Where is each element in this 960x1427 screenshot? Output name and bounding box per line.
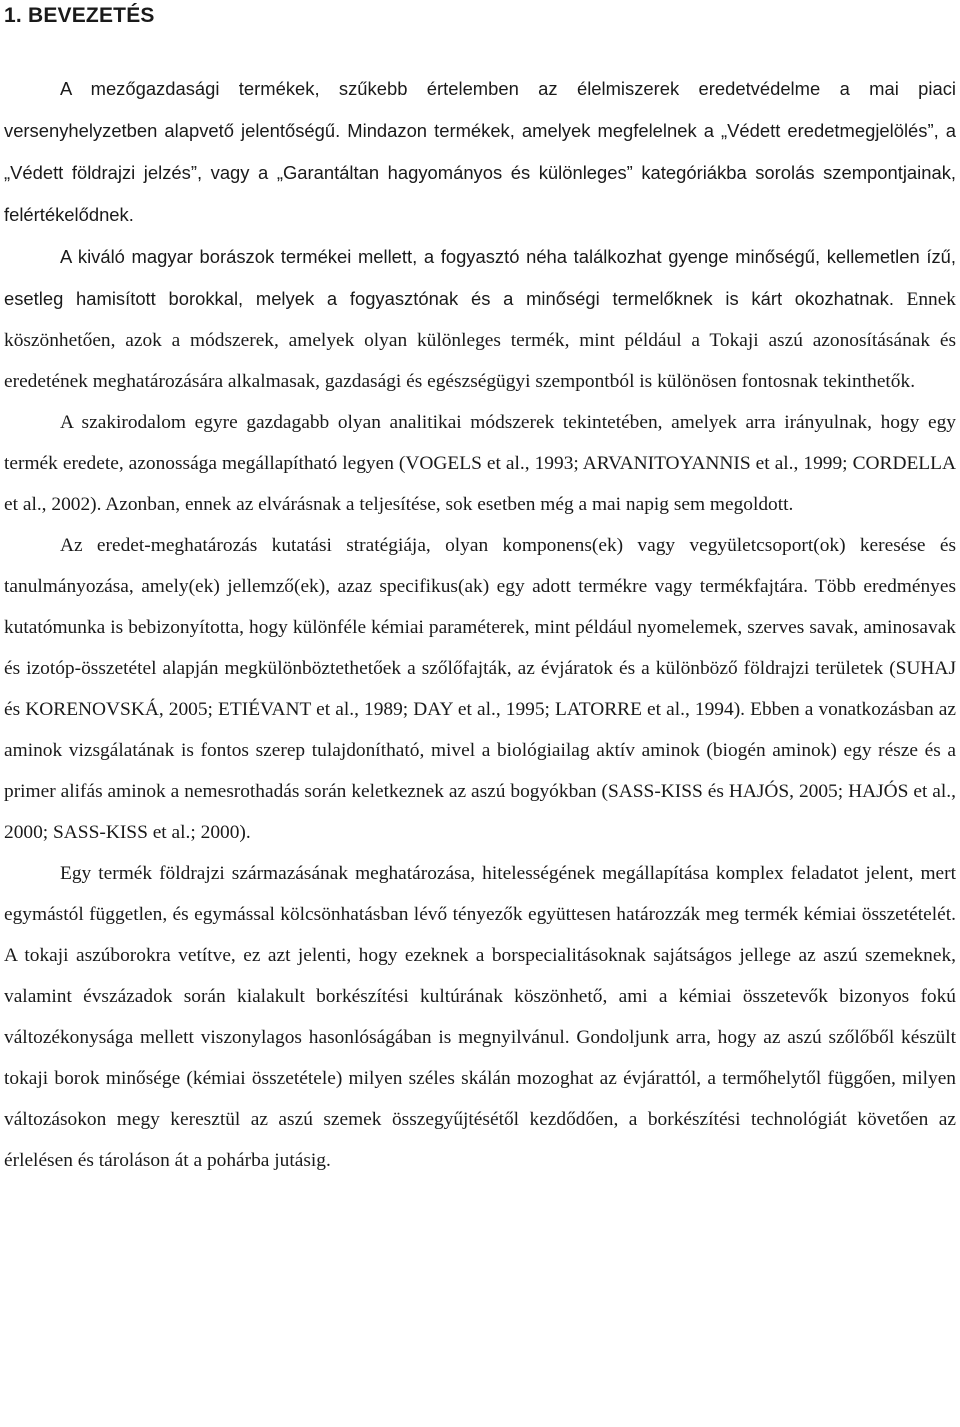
sentence-1: Egy termék földrajzi származásának meghatározása, hitelességének megállapítása komplex feladatot jelent, mert egymástól független, és egymással kölcsönhatásban lévő tényezők együttesen határozzák meg termék kémiai összetételét. <box>4 863 956 925</box>
paragraph-research-strategy <box>4 525 956 853</box>
sentence-1: Az eredet-meghatározás kutatási stratégiája, olyan komponens(ek) vagy vegyületcsoport(ok) keresése és tanulmányozása, amely(ek) jellemző(ek), azaz specifikus(ak) egy adott termékre vagy termékfajtára. <box>4 535 956 597</box>
sentence-3: Ebben a vonatkozásban az aminok vizsgálatának is fontos szerep tulajdonítható, mivel a biológiailag aktív aminok (biogén aminok) egy része és a primer alifás aminok a nemesrothadás során keletkeznek az aszú bogyókban (SASS-KISS és HAJÓS, 2005; HAJÓS et al., 2000; SASS-KISS et al.; 2000). <box>4 699 956 843</box>
sentence-3: Gondoljunk arra, hogy az aszú szőlőből készült tokaji borok minősége (kémiai összetétele) milyen széles skálán mozoghat az évjárattól, a termőhelytől függően, milyen változásokon megy keresztül az aszú szemek összegyűjtésétől kezdődően, a borkészítési technológiát követően az érlelésen és tároláson át a pohárba jutásig. <box>4 1027 956 1171</box>
paragraph-geographic-origin <box>4 853 956 1181</box>
sentence-1: A kiváló magyar borászok termékei mellett, a fogyasztó néha találkozhat gyenge minőségű, kellemetlen ízű, esetleg hamisított borokkal, melyek a fogyasztónak és a minőségi termelőknek is kárt okozhatnak. <box>4 246 956 309</box>
sentence-2: A tokaji aszúborokra vetítve, ez azt jelenti, hogy ezeknek a borspecialitásoknak sajátságos jellege az aszú szemeknek, valamint évszázadok során kialakult borkészítési kultúrának köszönhető, ami a kémiai összetevők bizonyos fokú változékonysága mellett viszonylagos hasonlóságában is megnyilvánul. <box>4 945 956 1048</box>
sentence-1: A szakirodalom egyre gazdagabb olyan analitikai módszerek tekintetében, amelyek arra irányulnak, hogy egy termék eredete, azonossága megállapítható legyen (VOGELS et al., 1993; ARVANITOYANNIS et al., 1999; CORDELLA et al., 2002). <box>4 412 956 515</box>
paragraph-literature <box>4 402 956 525</box>
sentence-2: Mindazon termékek, amelyek megfelelnek a „Védett eredetmegjelölés”, a „Védett földrajzi jelzés”, vagy a „Garantáltan hagyományos és különleges” kategóriákba sorolás szempontjainak, felértékelődnek. <box>4 120 956 225</box>
sentence-2: Azonban, ennek az elvárásnak a teljesítése, sok esetben még a mai napig sem megoldott. <box>101 494 794 515</box>
sentence-2: Több eredményes kutatómunka is bebizonyította, hogy különféle kémiai paraméterek, mint például nyomelemek, szerves savak, aminosavak és izotóp-összetétel alapján megkülönböztethetőek a szőlőfajták, az évjáratok és a különböző földrajzi területek (SUHAJ és KORENOVSKÁ, 2005; ETIÉVANT et al., 1989; DAY et al., 1995; LATORRE et al., 1994). <box>4 576 957 720</box>
sentence-1: A mezőgazdasági termékek, szűkebb értelemben az élelmiszerek eredetvédelme a mai piaci versenyhelyzetben alapvető jelentőségű. <box>4 78 956 141</box>
body-text <box>4 68 956 1181</box>
document-page <box>0 2 960 1427</box>
section-heading: 1. BEVEZETÉS <box>4 4 155 27</box>
sentence-2: Ennek köszönhetően, azok a módszerek, amelyek olyan különleges termék, mint például a Tokaji aszú azonosításának és eredetének meghatározására alkalmasak, gazdasági és egészségügyi szempontból is különösen fontosnak tekinthetők. <box>4 289 957 392</box>
paragraph-intro <box>4 68 956 236</box>
paragraph-wine-quality <box>4 236 956 402</box>
